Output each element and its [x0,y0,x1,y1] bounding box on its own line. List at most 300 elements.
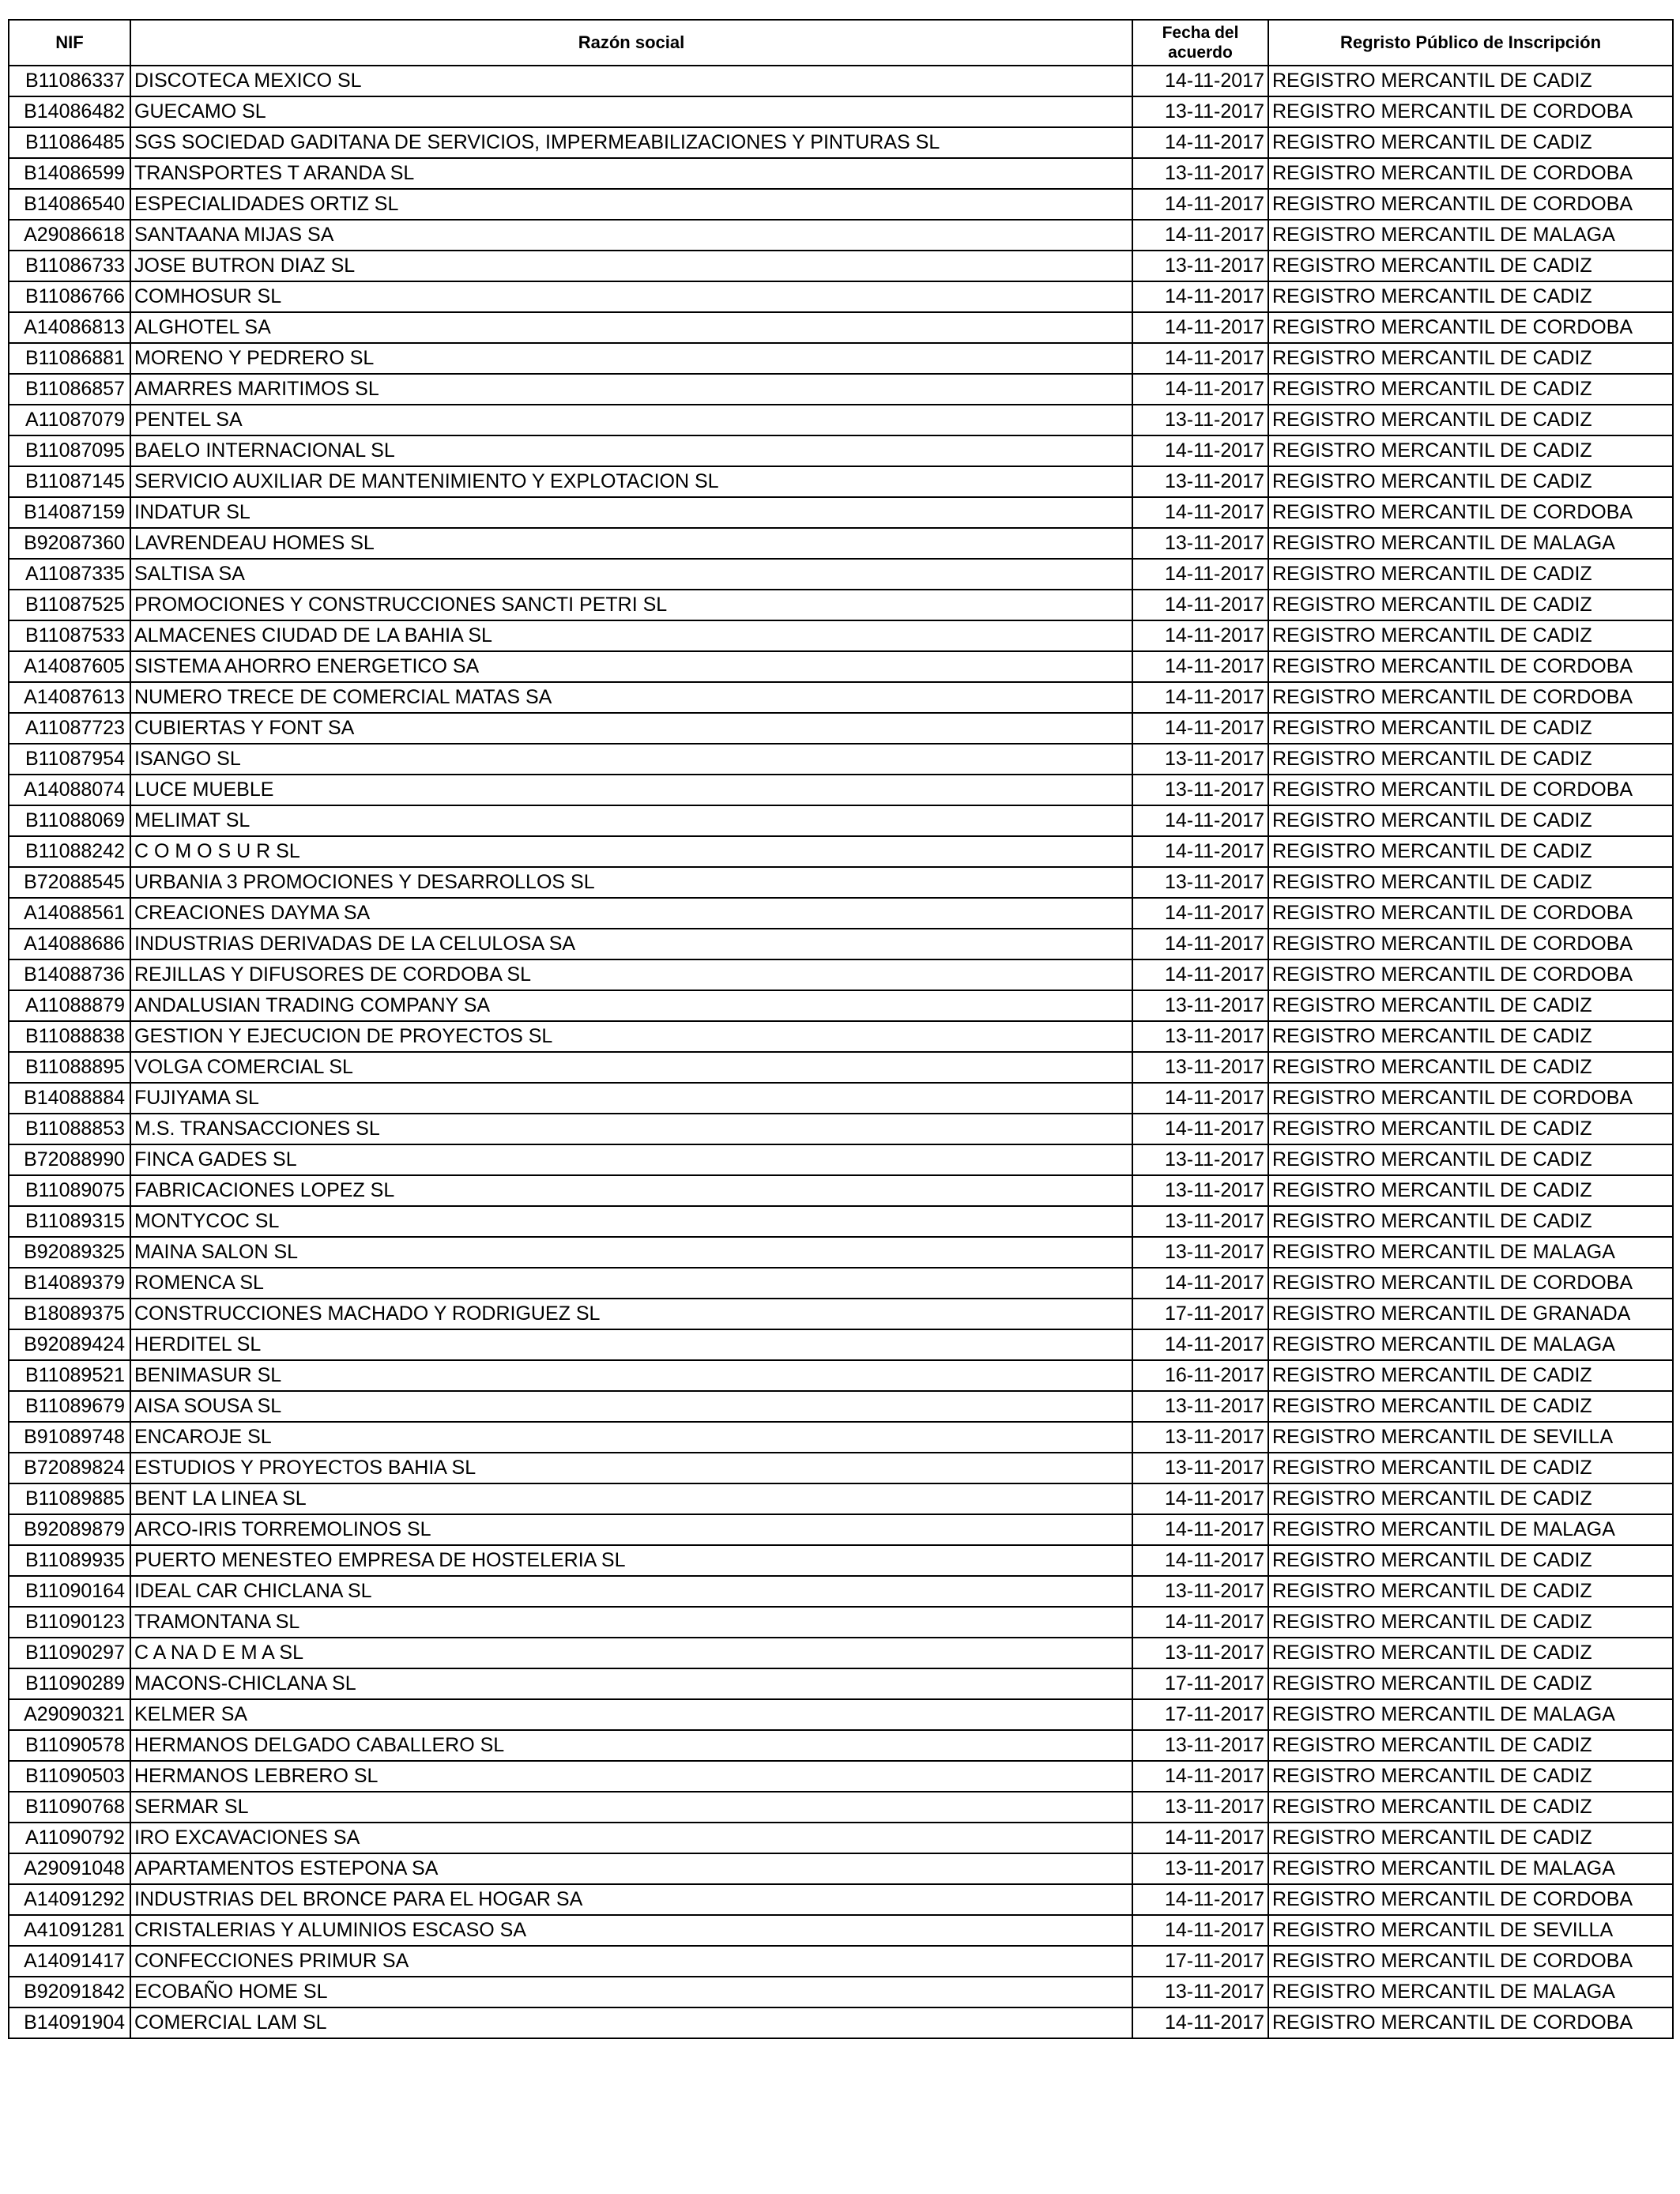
cell-nif: B14086540 [9,189,130,220]
cell-razon-social: BENT LA LINEA SL [130,1483,1132,1514]
cell-razon-social: FABRICACIONES LOPEZ SL [130,1175,1132,1206]
cell-nif: B11089315 [9,1206,130,1237]
table-row [9,251,1673,281]
cell-fecha-acuerdo: 17-11-2017 [1132,1946,1268,1977]
cell-registro: REGISTRO MERCANTIL DE CADIZ [1268,1576,1673,1607]
cell-registro: REGISTRO MERCANTIL DE CADIZ [1268,805,1673,836]
table-row [9,1206,1673,1237]
table-row [9,990,1673,1021]
cell-registro: REGISTRO MERCANTIL DE CADIZ [1268,1730,1673,1761]
cell-registro: REGISTRO MERCANTIL DE CADIZ [1268,1052,1673,1083]
cell-nif: B11087525 [9,590,130,620]
cell-razon-social: SERVICIO AUXILIAR DE MANTENIMIENTO Y EXPLOTACION SL [130,466,1132,497]
cell-registro: REGISTRO MERCANTIL DE CADIZ [1268,1607,1673,1638]
cell-nif: B11086337 [9,66,130,96]
table-row [9,1391,1673,1422]
cell-nif: A14087605 [9,651,130,682]
cell-fecha-acuerdo: 17-11-2017 [1132,1699,1268,1730]
cell-nif: A11090792 [9,1823,130,1853]
table-row [9,1699,1673,1730]
cell-nif: B11089521 [9,1360,130,1391]
cell-registro: REGISTRO MERCANTIL DE CADIZ [1268,713,1673,744]
cell-nif: B11087954 [9,744,130,775]
cell-razon-social: KELMER SA [130,1699,1132,1730]
table-row [9,836,1673,867]
cell-registro: REGISTRO MERCANTIL DE CADIZ [1268,1453,1673,1483]
cell-registro: REGISTRO MERCANTIL DE CADIZ [1268,127,1673,158]
cell-fecha-acuerdo: 13-11-2017 [1132,1391,1268,1422]
table-row [9,1483,1673,1514]
cell-registro: REGISTRO MERCANTIL DE CADIZ [1268,1545,1673,1576]
cell-registro: REGISTRO MERCANTIL DE GRANADA [1268,1299,1673,1329]
cell-registro: REGISTRO MERCANTIL DE CORDOBA [1268,96,1673,127]
cell-registro: REGISTRO MERCANTIL DE CADIZ [1268,1144,1673,1175]
cell-razon-social: TRAMONTANA SL [130,1607,1132,1638]
cell-razon-social: ALMACENES CIUDAD DE LA BAHIA SL [130,620,1132,651]
table-row [9,312,1673,343]
cell-nif: B11090578 [9,1730,130,1761]
cell-registro: REGISTRO MERCANTIL DE CADIZ [1268,435,1673,466]
cell-registro: REGISTRO MERCANTIL DE CORDOBA [1268,2007,1673,2038]
cell-fecha-acuerdo: 13-11-2017 [1132,744,1268,775]
cell-nif: B92089424 [9,1329,130,1360]
cell-nif: B11090289 [9,1668,130,1699]
cell-nif: B92087360 [9,528,130,559]
cell-fecha-acuerdo: 13-11-2017 [1132,251,1268,281]
cell-registro: REGISTRO MERCANTIL DE CADIZ [1268,374,1673,405]
cell-registro: REGISTRO MERCANTIL DE CADIZ [1268,1206,1673,1237]
cell-registro: REGISTRO MERCANTIL DE CORDOBA [1268,158,1673,189]
cell-registro: REGISTRO MERCANTIL DE MALAGA [1268,1237,1673,1268]
table-row [9,682,1673,713]
cell-razon-social: TRANSPORTES T ARANDA SL [130,158,1132,189]
cell-registro: REGISTRO MERCANTIL DE CADIZ [1268,1483,1673,1514]
cell-nif: B11087095 [9,435,130,466]
table-row [9,1453,1673,1483]
cell-fecha-acuerdo: 17-11-2017 [1132,1668,1268,1699]
cell-nif: A14086813 [9,312,130,343]
cell-razon-social: GESTION Y EJECUCION DE PROYECTOS SL [130,1021,1132,1052]
cell-registro: REGISTRO MERCANTIL DE CADIZ [1268,1792,1673,1823]
cell-registro: REGISTRO MERCANTIL DE CADIZ [1268,1668,1673,1699]
cell-razon-social: SGS SOCIEDAD GADITANA DE SERVICIOS, IMPERMEABILIZACIONES Y PINTURAS SL [130,127,1132,158]
cell-fecha-acuerdo: 14-11-2017 [1132,312,1268,343]
cell-fecha-acuerdo: 13-11-2017 [1132,1576,1268,1607]
cell-nif: B11088895 [9,1052,130,1083]
cell-razon-social: CREACIONES DAYMA SA [130,898,1132,929]
cell-registro: REGISTRO MERCANTIL DE MALAGA [1268,1329,1673,1360]
cell-razon-social: MORENO Y PEDRERO SL [130,343,1132,374]
cell-fecha-acuerdo: 13-11-2017 [1132,405,1268,435]
cell-razon-social: SISTEMA AHORRO ENERGETICO SA [130,651,1132,682]
table-row [9,1237,1673,1268]
table-row [9,1823,1673,1853]
cell-fecha-acuerdo: 13-11-2017 [1132,1730,1268,1761]
header-row [9,20,1673,66]
table-row [9,374,1673,405]
cell-nif: B18089375 [9,1299,130,1329]
cell-nif: A14091292 [9,1884,130,1915]
cell-razon-social: IDEAL CAR CHICLANA SL [130,1576,1132,1607]
table-row [9,805,1673,836]
table-row [9,651,1673,682]
cell-razon-social: BENIMASUR SL [130,1360,1132,1391]
cell-registro: REGISTRO MERCANTIL DE CADIZ [1268,590,1673,620]
cell-registro: REGISTRO MERCANTIL DE CORDOBA [1268,1946,1673,1977]
table-row [9,1607,1673,1638]
cell-nif: B11088838 [9,1021,130,1052]
cell-fecha-acuerdo: 14-11-2017 [1132,1268,1268,1299]
table-row [9,590,1673,620]
cell-nif: B11086766 [9,281,130,312]
cell-nif: B14088736 [9,959,130,990]
cell-razon-social: ESPECIALIDADES ORTIZ SL [130,189,1132,220]
cell-nif: B11086485 [9,127,130,158]
cell-nif: B11088242 [9,836,130,867]
cell-registro: REGISTRO MERCANTIL DE CADIZ [1268,281,1673,312]
table-row [9,559,1673,590]
cell-fecha-acuerdo: 13-11-2017 [1132,1977,1268,2007]
table-row [9,1021,1673,1052]
cell-fecha-acuerdo: 14-11-2017 [1132,959,1268,990]
cell-fecha-acuerdo: 14-11-2017 [1132,682,1268,713]
cell-nif: B91089748 [9,1422,130,1453]
cell-nif: B14086482 [9,96,130,127]
cell-razon-social: MONTYCOC SL [130,1206,1132,1237]
table-row [9,1175,1673,1206]
cell-razon-social: REJILLAS Y DIFUSORES DE CORDOBA SL [130,959,1132,990]
cell-razon-social: SERMAR SL [130,1792,1132,1823]
cell-registro: REGISTRO MERCANTIL DE CADIZ [1268,405,1673,435]
cell-fecha-acuerdo: 13-11-2017 [1132,1638,1268,1668]
cell-razon-social: SALTISA SA [130,559,1132,590]
cell-registro: REGISTRO MERCANTIL DE CORDOBA [1268,497,1673,528]
cell-nif: B11086881 [9,343,130,374]
cell-nif: B72088545 [9,867,130,898]
cell-nif: B11090123 [9,1607,130,1638]
table-row [9,1052,1673,1083]
cell-fecha-acuerdo: 14-11-2017 [1132,651,1268,682]
cell-nif: B11090768 [9,1792,130,1823]
table-row [9,435,1673,466]
cell-fecha-acuerdo: 14-11-2017 [1132,2007,1268,2038]
cell-fecha-acuerdo: 14-11-2017 [1132,66,1268,96]
table-row [9,620,1673,651]
cell-nif: B11086857 [9,374,130,405]
table-row [9,405,1673,435]
cell-razon-social: ECOBAÑO HOME SL [130,1977,1132,2007]
cell-fecha-acuerdo: 14-11-2017 [1132,1607,1268,1638]
cell-razon-social: INDATUR SL [130,497,1132,528]
cell-fecha-acuerdo: 16-11-2017 [1132,1360,1268,1391]
cell-razon-social: NUMERO TRECE DE COMERCIAL MATAS SA [130,682,1132,713]
cell-razon-social: ROMENCA SL [130,1268,1132,1299]
cell-nif: B11090164 [9,1576,130,1607]
cell-nif: B11089935 [9,1545,130,1576]
cell-razon-social: DISCOTECA MEXICO SL [130,66,1132,96]
cell-razon-social: URBANIA 3 PROMOCIONES Y DESARROLLOS SL [130,867,1132,898]
table-row [9,713,1673,744]
table-row [9,1946,1673,1977]
table-row [9,1268,1673,1299]
registry-table [8,19,1674,2039]
cell-registro: REGISTRO MERCANTIL DE CADIZ [1268,251,1673,281]
cell-nif: A11087723 [9,713,130,744]
cell-registro: REGISTRO MERCANTIL DE CADIZ [1268,1761,1673,1792]
cell-fecha-acuerdo: 13-11-2017 [1132,1853,1268,1884]
cell-razon-social: ESTUDIOS Y PROYECTOS BAHIA SL [130,1453,1132,1483]
cell-registro: REGISTRO MERCANTIL DE CADIZ [1268,1823,1673,1853]
table-header [9,20,1673,66]
header-razon-social: Razón social [130,20,1132,66]
cell-nif: A14088074 [9,775,130,805]
table-row [9,220,1673,251]
cell-razon-social: PUERTO MENESTEO EMPRESA DE HOSTELERIA SL [130,1545,1132,1576]
cell-fecha-acuerdo: 14-11-2017 [1132,281,1268,312]
cell-fecha-acuerdo: 14-11-2017 [1132,620,1268,651]
cell-registro: REGISTRO MERCANTIL DE CADIZ [1268,744,1673,775]
cell-razon-social: GUECAMO SL [130,96,1132,127]
table-row [9,1545,1673,1576]
cell-nif: B14091904 [9,2007,130,2038]
cell-razon-social: COMHOSUR SL [130,281,1132,312]
cell-registro: REGISTRO MERCANTIL DE CORDOBA [1268,189,1673,220]
cell-nif: B11087145 [9,466,130,497]
cell-fecha-acuerdo: 13-11-2017 [1132,1144,1268,1175]
cell-nif: B11089885 [9,1483,130,1514]
cell-fecha-acuerdo: 14-11-2017 [1132,343,1268,374]
cell-registro: REGISTRO MERCANTIL DE CORDOBA [1268,929,1673,959]
cell-nif: B14089379 [9,1268,130,1299]
table-row [9,1299,1673,1329]
cell-razon-social: IRO EXCAVACIONES SA [130,1823,1132,1853]
cell-razon-social: MAINA SALON SL [130,1237,1132,1268]
cell-nif: B11087533 [9,620,130,651]
cell-fecha-acuerdo: 14-11-2017 [1132,1545,1268,1576]
table-row [9,497,1673,528]
cell-nif: B11086733 [9,251,130,281]
table-row [9,466,1673,497]
cell-registro: REGISTRO MERCANTIL DE CADIZ [1268,1391,1673,1422]
table-row [9,1514,1673,1545]
table-row [9,1422,1673,1453]
cell-nif: A14088561 [9,898,130,929]
table-row [9,96,1673,127]
cell-registro: REGISTRO MERCANTIL DE CADIZ [1268,1021,1673,1052]
table-row [9,1730,1673,1761]
cell-nif: A29091048 [9,1853,130,1884]
cell-fecha-acuerdo: 14-11-2017 [1132,1514,1268,1545]
cell-fecha-acuerdo: 14-11-2017 [1132,1884,1268,1915]
cell-fecha-acuerdo: 14-11-2017 [1132,898,1268,929]
cell-razon-social: BAELO INTERNACIONAL SL [130,435,1132,466]
table-row [9,343,1673,374]
cell-fecha-acuerdo: 13-11-2017 [1132,775,1268,805]
cell-fecha-acuerdo: 17-11-2017 [1132,1299,1268,1329]
cell-fecha-acuerdo: 13-11-2017 [1132,1422,1268,1453]
cell-fecha-acuerdo: 14-11-2017 [1132,1483,1268,1514]
cell-registro: REGISTRO MERCANTIL DE CORDOBA [1268,959,1673,990]
table-row [9,1792,1673,1823]
table-row [9,1853,1673,1884]
table-row [9,1884,1673,1915]
header-registro: Regristo Público de Inscripción [1268,20,1673,66]
cell-nif: A14091417 [9,1946,130,1977]
cell-registro: REGISTRO MERCANTIL DE SEVILLA [1268,1422,1673,1453]
cell-nif: B11089075 [9,1175,130,1206]
cell-razon-social: CONFECCIONES PRIMUR SA [130,1946,1132,1977]
cell-registro: REGISTRO MERCANTIL DE CORDOBA [1268,312,1673,343]
cell-registro: REGISTRO MERCANTIL DE CADIZ [1268,1638,1673,1668]
cell-nif: B72089824 [9,1453,130,1483]
cell-nif: A29086618 [9,220,130,251]
cell-nif: B11088853 [9,1114,130,1144]
cell-registro: REGISTRO MERCANTIL DE CADIZ [1268,559,1673,590]
cell-razon-social: VOLGA COMERCIAL SL [130,1052,1132,1083]
cell-nif: A14087613 [9,682,130,713]
table-row [9,898,1673,929]
cell-registro: REGISTRO MERCANTIL DE CADIZ [1268,990,1673,1021]
cell-razon-social: HERMANOS LEBRERO SL [130,1761,1132,1792]
header-nif: NIF [9,20,130,66]
cell-nif: B11088069 [9,805,130,836]
cell-fecha-acuerdo: 13-11-2017 [1132,867,1268,898]
cell-fecha-acuerdo: 14-11-2017 [1132,1823,1268,1853]
table-row [9,127,1673,158]
cell-fecha-acuerdo: 13-11-2017 [1132,1175,1268,1206]
cell-nif: B11090503 [9,1761,130,1792]
cell-fecha-acuerdo: 14-11-2017 [1132,805,1268,836]
cell-razon-social: JOSE BUTRON DIAZ SL [130,251,1132,281]
table-row [9,1144,1673,1175]
cell-razon-social: FINCA GADES SL [130,1144,1132,1175]
table-row [9,775,1673,805]
cell-razon-social: COMERCIAL LAM SL [130,2007,1132,2038]
cell-fecha-acuerdo: 14-11-2017 [1132,1761,1268,1792]
cell-nif: A11088879 [9,990,130,1021]
table-row [9,66,1673,96]
cell-nif: B72088990 [9,1144,130,1175]
cell-fecha-acuerdo: 14-11-2017 [1132,220,1268,251]
cell-fecha-acuerdo: 13-11-2017 [1132,1453,1268,1483]
cell-nif: A11087335 [9,559,130,590]
cell-registro: REGISTRO MERCANTIL DE CORDOBA [1268,775,1673,805]
cell-nif: B11089679 [9,1391,130,1422]
cell-nif: A14088686 [9,929,130,959]
cell-registro: REGISTRO MERCANTIL DE MALAGA [1268,220,1673,251]
cell-razon-social: FUJIYAMA SL [130,1083,1132,1114]
cell-registro: REGISTRO MERCANTIL DE MALAGA [1268,1699,1673,1730]
cell-razon-social: MELIMAT SL [130,805,1132,836]
cell-fecha-acuerdo: 13-11-2017 [1132,1237,1268,1268]
cell-fecha-acuerdo: 14-11-2017 [1132,1083,1268,1114]
table-row [9,528,1673,559]
cell-razon-social: ANDALUSIAN TRADING COMPANY SA [130,990,1132,1021]
cell-razon-social: C A NA D E M A SL [130,1638,1132,1668]
cell-registro: REGISTRO MERCANTIL DE MALAGA [1268,1977,1673,2007]
cell-razon-social: APARTAMENTOS ESTEPONA SA [130,1853,1132,1884]
cell-fecha-acuerdo: 13-11-2017 [1132,990,1268,1021]
table-row [9,1915,1673,1946]
cell-fecha-acuerdo: 14-11-2017 [1132,1114,1268,1144]
cell-registro: REGISTRO MERCANTIL DE CORDOBA [1268,651,1673,682]
table-row [9,744,1673,775]
cell-razon-social: HERDITEL SL [130,1329,1132,1360]
cell-razon-social: INDUSTRIAS DERIVADAS DE LA CELULOSA SA [130,929,1132,959]
cell-razon-social: CUBIERTAS Y FONT SA [130,713,1132,744]
cell-nif: B92091842 [9,1977,130,2007]
cell-fecha-acuerdo: 13-11-2017 [1132,1052,1268,1083]
cell-razon-social: PENTEL SA [130,405,1132,435]
cell-registro: REGISTRO MERCANTIL DE CORDOBA [1268,1268,1673,1299]
table-row [9,867,1673,898]
cell-fecha-acuerdo: 14-11-2017 [1132,929,1268,959]
cell-fecha-acuerdo: 13-11-2017 [1132,1792,1268,1823]
cell-fecha-acuerdo: 14-11-2017 [1132,127,1268,158]
cell-razon-social: M.S. TRANSACCIONES SL [130,1114,1132,1144]
cell-fecha-acuerdo: 14-11-2017 [1132,713,1268,744]
cell-fecha-acuerdo: 14-11-2017 [1132,1915,1268,1946]
cell-registro: REGISTRO MERCANTIL DE CORDOBA [1268,1083,1673,1114]
cell-fecha-acuerdo: 13-11-2017 [1132,528,1268,559]
cell-razon-social: SANTAANA MIJAS SA [130,220,1132,251]
table-row [9,1668,1673,1699]
table-row [9,158,1673,189]
cell-razon-social: AISA SOUSA SL [130,1391,1132,1422]
cell-razon-social: PROMOCIONES Y CONSTRUCCIONES SANCTI PETRI SL [130,590,1132,620]
cell-registro: REGISTRO MERCANTIL DE CADIZ [1268,867,1673,898]
cell-nif: B14086599 [9,158,130,189]
table-row [9,1114,1673,1144]
cell-fecha-acuerdo: 14-11-2017 [1132,559,1268,590]
cell-razon-social: AMARRES MARITIMOS SL [130,374,1132,405]
cell-registro: REGISTRO MERCANTIL DE CORDOBA [1268,682,1673,713]
cell-razon-social: INDUSTRIAS DEL BRONCE PARA EL HOGAR SA [130,1884,1132,1915]
table-row [9,1329,1673,1360]
cell-fecha-acuerdo: 14-11-2017 [1132,189,1268,220]
cell-registro: REGISTRO MERCANTIL DE MALAGA [1268,1514,1673,1545]
cell-registro: REGISTRO MERCANTIL DE CADIZ [1268,466,1673,497]
table-row [9,1761,1673,1792]
cell-nif: B11090297 [9,1638,130,1668]
cell-nif: A11087079 [9,405,130,435]
cell-razon-social: CRISTALERIAS Y ALUMINIOS ESCASO SA [130,1915,1132,1946]
cell-fecha-acuerdo: 13-11-2017 [1132,466,1268,497]
cell-razon-social: HERMANOS DELGADO CABALLERO SL [130,1730,1132,1761]
cell-registro: REGISTRO MERCANTIL DE CORDOBA [1268,898,1673,929]
cell-razon-social: ISANGO SL [130,744,1132,775]
cell-fecha-acuerdo: 13-11-2017 [1132,1021,1268,1052]
table-row [9,189,1673,220]
table-row [9,2007,1673,2038]
table-row [9,929,1673,959]
cell-razon-social: CONSTRUCCIONES MACHADO Y RODRIGUEZ SL [130,1299,1132,1329]
cell-fecha-acuerdo: 14-11-2017 [1132,590,1268,620]
cell-registro: REGISTRO MERCANTIL DE CORDOBA [1268,1884,1673,1915]
cell-fecha-acuerdo: 14-11-2017 [1132,435,1268,466]
cell-razon-social: MACONS-CHICLANA SL [130,1668,1132,1699]
cell-registro: REGISTRO MERCANTIL DE MALAGA [1268,528,1673,559]
cell-registro: REGISTRO MERCANTIL DE CADIZ [1268,1175,1673,1206]
cell-nif: B92089325 [9,1237,130,1268]
table-row [9,1083,1673,1114]
cell-fecha-acuerdo: 13-11-2017 [1132,1206,1268,1237]
cell-nif: B14088884 [9,1083,130,1114]
cell-fecha-acuerdo: 14-11-2017 [1132,836,1268,867]
table-row [9,281,1673,312]
table-row [9,1576,1673,1607]
table-body [9,66,1673,2038]
